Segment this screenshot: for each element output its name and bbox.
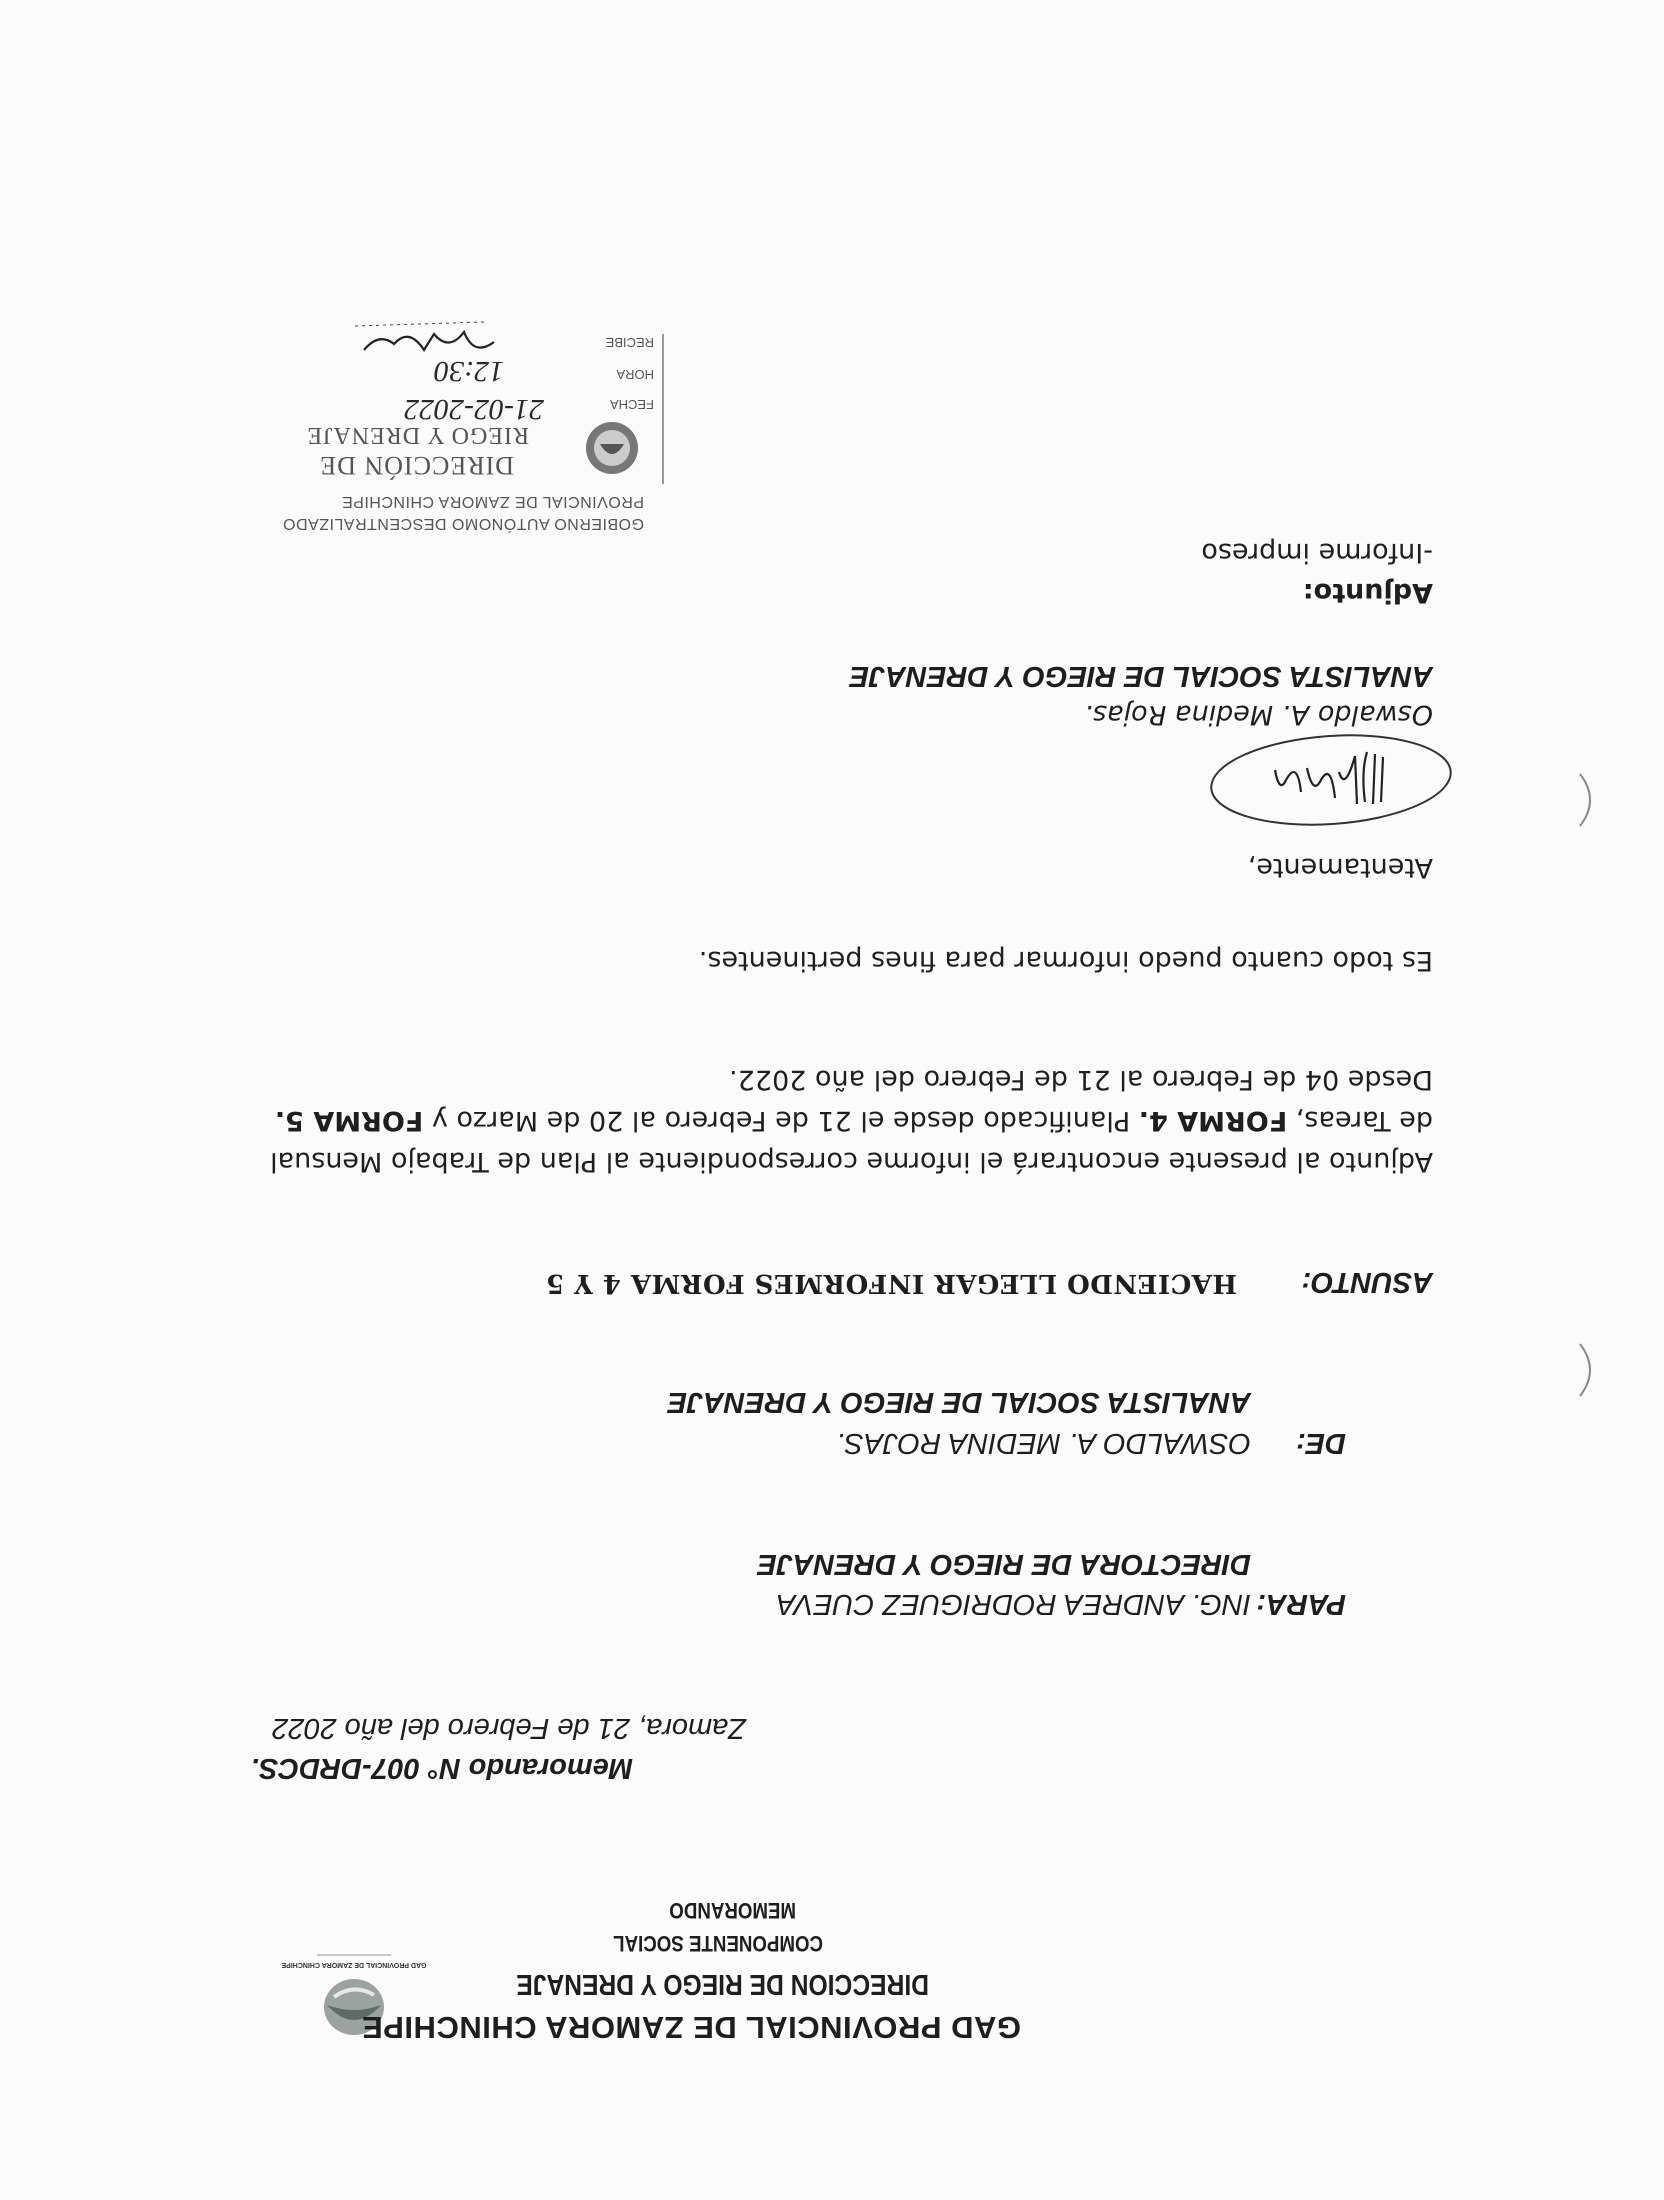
para-name: ING. ANDREA RODRIGUEZ CUEVA bbox=[776, 1588, 1251, 1620]
stamp-seal-icon bbox=[580, 416, 644, 480]
stamp-initials-signature bbox=[344, 312, 504, 362]
punch-mark bbox=[1574, 1340, 1604, 1400]
header-component: COMPONENTE SOCIAL bbox=[613, 1931, 823, 1956]
stamp-divider bbox=[662, 334, 664, 484]
handwritten-signature bbox=[1181, 722, 1461, 832]
body-text-b: Planificado desde el 21 de Febrero al 20 de Marzo y bbox=[423, 1105, 1139, 1136]
stamp-hora-label: HORA bbox=[616, 367, 654, 382]
body-text-c: Desde 04 de Febrero al 21 de Febrero del año 2022. bbox=[729, 1064, 1433, 1095]
stamp-line2: PROVINCIAL DE ZAMORA CHINCHIPE bbox=[341, 493, 644, 510]
logo-text: GAD PROVINCIAL DE ZAMORA CHINCHIPE bbox=[281, 1961, 427, 1968]
stamp-fecha-value: 21-02-2022 bbox=[404, 393, 544, 426]
attachment-item: -Informe impreso bbox=[1201, 537, 1433, 568]
body-forma4: FORMA 4. bbox=[1138, 1105, 1288, 1136]
stamp-hora-value: 12:30 bbox=[434, 355, 504, 388]
memo-date: Zamora, 21 de Febrero del año 2022 bbox=[272, 1712, 746, 1744]
de-label: DE: bbox=[1296, 1427, 1346, 1459]
asunto-value: HACIENDO LLEGAR INFORMES FORMA 4 Y 5 bbox=[545, 1268, 1237, 1298]
memo-number: Memorando N° 007-DRDCS. bbox=[250, 1752, 633, 1784]
body-forma5: FORMA 5. bbox=[274, 1105, 424, 1136]
stamp-recibe-label: RECIBE bbox=[605, 335, 654, 350]
body-paragraph bbox=[233, 1059, 1433, 1182]
stamp-line1: GOBIERNO AUTÓNOMO DESCENTRALIZADO bbox=[282, 515, 644, 532]
punch-mark bbox=[1574, 770, 1604, 830]
salutation: Atentamente, bbox=[1247, 852, 1433, 883]
received-stamp bbox=[234, 302, 664, 532]
asunto-label: ASUNTO: bbox=[1301, 1266, 1433, 1298]
header-direction: DIRECCION DE RIEGO Y DRENAJE bbox=[516, 1968, 929, 2000]
de-name: OSWALDO A. MEDINA ROJAS. bbox=[836, 1427, 1251, 1459]
para-label: PARA: bbox=[1256, 1588, 1346, 1620]
stamp-line3: DIRECCIÓN DE bbox=[319, 451, 514, 480]
closing-line: Es todo cuanto puedo informar para fines pertinentes. bbox=[698, 945, 1433, 976]
header-title: GAD PROVINCIAL DE ZAMORA CHINCHIPE bbox=[361, 2010, 1021, 2045]
signer-name: Oswaldo A. Medina Rojas. bbox=[1084, 699, 1433, 730]
para-title: DIRECTORA DE RIEGO Y DRENAJE bbox=[757, 1548, 1251, 1580]
header-doc-type: MEMORANDO bbox=[669, 1898, 796, 1923]
body-text-a: Adjunto al presente encontrará el informe correspondiente al Plan de Trabajo Mensual de Tareas, bbox=[270, 1105, 1433, 1177]
stamp-fecha-label: FECHA bbox=[609, 397, 654, 412]
de-title: ANALISTA SOCIAL DE RIEGO Y DRENAJE bbox=[667, 1386, 1251, 1418]
signer-title: ANALISTA SOCIAL DE RIEGO Y DRENAJE bbox=[849, 660, 1433, 692]
stamp-line4: RIEGO Y DRENAJE bbox=[306, 422, 529, 448]
attachment-label: Adjunto: bbox=[1302, 577, 1433, 608]
